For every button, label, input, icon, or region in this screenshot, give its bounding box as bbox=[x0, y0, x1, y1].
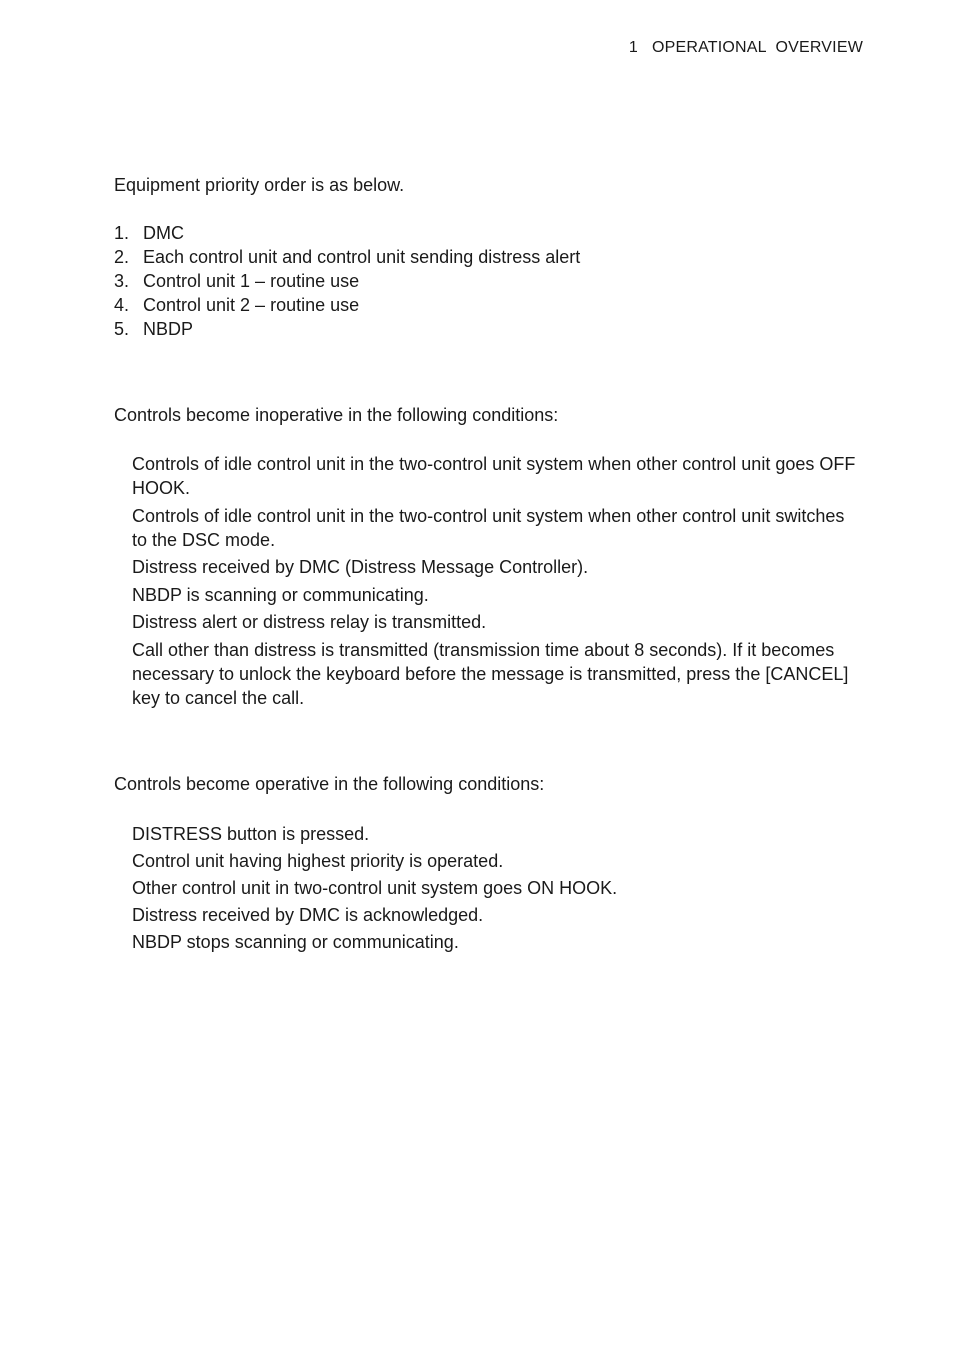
inoperative-conditions-list bbox=[132, 452, 862, 713]
priority-list bbox=[114, 221, 580, 341]
list-item: Distress received by DMC is acknowledged. bbox=[132, 905, 484, 925]
item-number: 5. bbox=[114, 319, 130, 339]
item-number: 4. bbox=[114, 295, 130, 315]
item-text: DMC bbox=[143, 223, 184, 243]
section-title: OPERATIONAL OVERVIEW bbox=[651, 39, 863, 56]
inoperative-intro: Controls become inoperative in the following conditions: bbox=[114, 405, 559, 425]
list-item: Call other than distress is transmitted (transmission time about 8 seconds). If it becomes necessary to unlock the keyboard before the message is transmitted, press the [CANCEL] key to cancel the call. bbox=[132, 639, 849, 708]
list-item: Distress alert or distress relay is transmitted. bbox=[132, 612, 487, 632]
list-item: Controls of idle control unit in the two-control unit system when other control unit switches to the DSC mode. bbox=[132, 505, 845, 550]
list-item: NBDP stops scanning or communicating. bbox=[132, 932, 459, 952]
list-item: Control unit having highest priority is operated. bbox=[132, 851, 504, 871]
operative-section bbox=[114, 772, 864, 796]
list-item: NBDP is scanning or communicating. bbox=[132, 584, 429, 605]
item-text: Control unit 1 – routine use bbox=[143, 271, 360, 291]
list-item: Distress received by DMC (Distress Message Controller). bbox=[132, 557, 589, 577]
item-text: Control unit 2 – routine use bbox=[143, 295, 360, 315]
list-item bbox=[114, 221, 580, 245]
list-item bbox=[114, 293, 580, 317]
priority-intro: Equipment priority order is as below. bbox=[114, 175, 405, 195]
item-number: 3. bbox=[114, 271, 130, 291]
list-item: Other control unit in two-control unit system goes ON HOOK. bbox=[132, 878, 618, 898]
running-header bbox=[629, 37, 863, 59]
list-item: Controls of idle control unit in the two-control unit system when other control unit goes OFF HOOK. bbox=[132, 454, 856, 498]
list-item bbox=[114, 245, 580, 269]
section-number: 1 bbox=[628, 39, 638, 56]
item-number: 2. bbox=[114, 247, 130, 267]
operative-intro: Controls become operative in the following conditions: bbox=[114, 774, 545, 794]
item-number: 1. bbox=[114, 223, 130, 243]
priority-section bbox=[114, 173, 864, 197]
item-text: NBDP bbox=[143, 319, 194, 339]
inoperative-section bbox=[114, 403, 864, 427]
list-item bbox=[114, 317, 580, 341]
item-text: Each control unit and control unit sending distress alert bbox=[143, 247, 581, 267]
operative-conditions-list bbox=[132, 822, 862, 957]
list-item bbox=[114, 269, 580, 293]
list-item: DISTRESS button is pressed. bbox=[132, 824, 370, 844]
